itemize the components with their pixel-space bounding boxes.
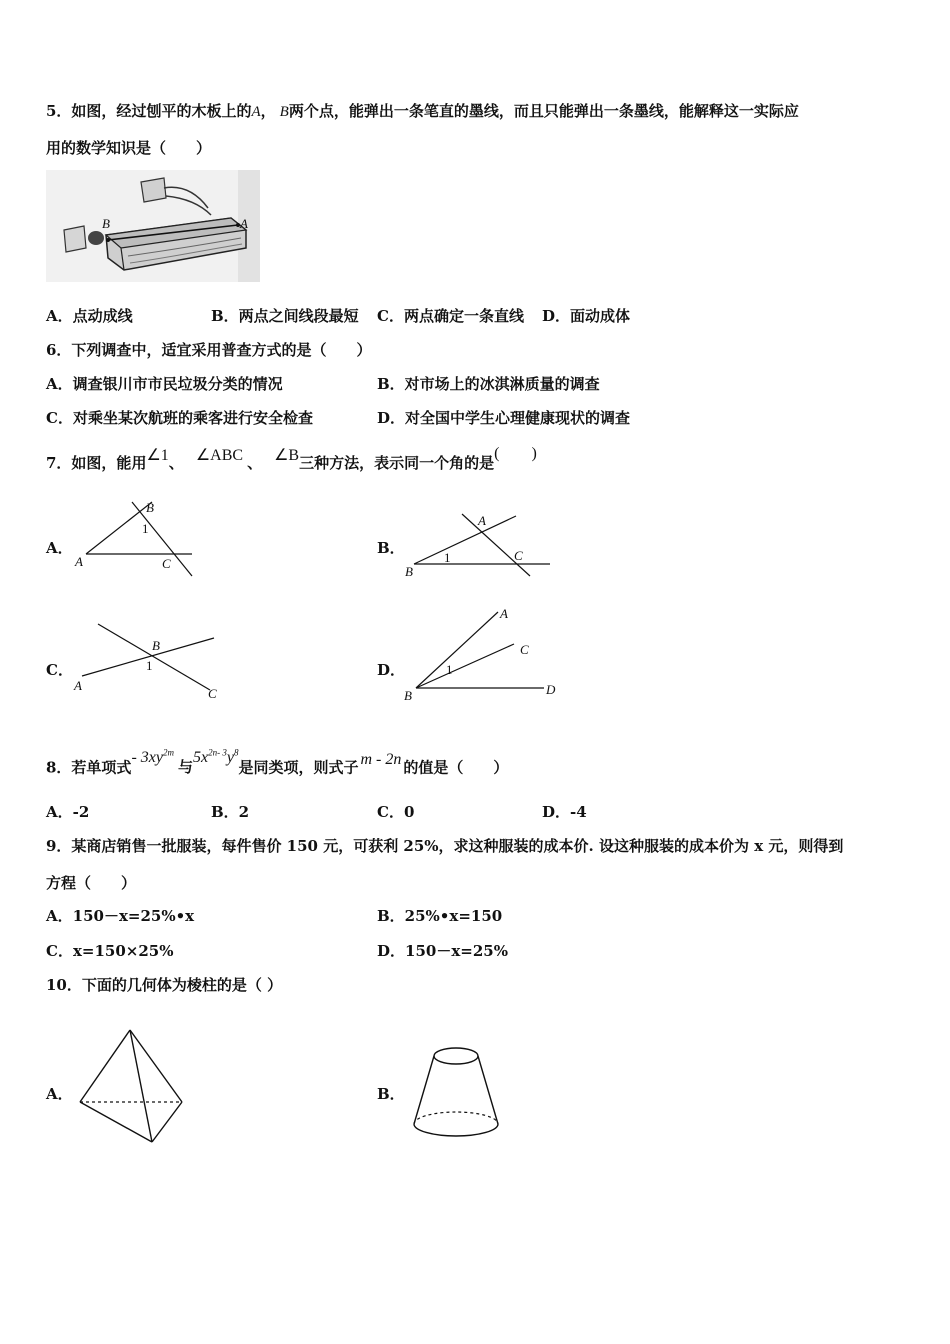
- q9-stem-line2: 方程（ ）: [46, 874, 137, 892]
- q5-text-post: 两个点，能弹出一条笔直的墨线，而且只能弹出一条墨线，能解释这一实际应: [288, 102, 799, 120]
- q8-term1-exp: 2m: [162, 748, 174, 758]
- q6-option-d[interactable]: D．对全国中学生心理健康现状的调查: [377, 409, 631, 427]
- q7a-label-c: C: [162, 556, 171, 571]
- q5-comma: ，: [260, 102, 276, 120]
- q5-option-c[interactable]: C．两点确定一条直线: [377, 307, 524, 325]
- q5-stem-line1: [46, 104, 799, 120]
- q8-expr: m - 2n: [360, 751, 402, 769]
- q6-option-b[interactable]: B．对市场上的冰淇淋质量的调查: [377, 375, 600, 393]
- q6-option-a[interactable]: A．调查银川市市民垃圾分类的情况: [46, 375, 283, 393]
- q5-img-label-b: B: [102, 216, 110, 231]
- q10-option-b[interactable]: B．: [377, 1085, 405, 1103]
- q5-option-b[interactable]: B．两点之间线段最短: [211, 307, 359, 325]
- q5-option-d[interactable]: D．面动成体: [542, 307, 631, 325]
- q8-term2-y: y: [226, 749, 234, 767]
- q7a-label-a: A: [75, 554, 83, 569]
- q7-paren: ( ): [494, 445, 537, 462]
- q7-angle-b: ∠B: [274, 447, 300, 464]
- q8-option-c[interactable]: C．0: [377, 803, 415, 821]
- q5-stem-line2: 用的数学知识是（ ）: [46, 139, 212, 157]
- q7-figure-b[interactable]: [402, 510, 552, 580]
- q7b-label-c: C: [514, 548, 523, 563]
- q7d-label-a: A: [500, 606, 508, 621]
- q6-stem: 6．下列调查中，适宜采用普查方式的是（ ）: [46, 341, 372, 359]
- q8-option-d[interactable]: D．-4: [542, 803, 587, 821]
- q7b-label-b: B: [405, 564, 413, 579]
- q7-angle-abc: ∠ABC: [195, 447, 244, 464]
- q7-option-d[interactable]: D．: [377, 661, 406, 679]
- q10-stem: 10．下面的几何体为棱柱的是（ ）: [46, 976, 283, 994]
- q8-text-post: 的值是（ ）: [403, 758, 509, 777]
- q8-option-a[interactable]: A．-2: [46, 803, 90, 821]
- q7b-label-1: 1: [444, 550, 451, 565]
- q5-img-label-a: A: [240, 216, 248, 231]
- q7-option-a[interactable]: A．: [46, 539, 73, 557]
- q7-text-post: 三种方法，表示同一个角的是: [299, 454, 495, 472]
- q8-option-b[interactable]: B．2: [211, 803, 250, 821]
- q7b-label-a: A: [478, 513, 486, 528]
- q8-term2: [193, 749, 238, 766]
- q7d-label-b: B: [404, 688, 412, 703]
- q5-point-b: B: [279, 104, 289, 120]
- q7c-label-a: A: [74, 678, 82, 693]
- q8-text-with: 与: [177, 758, 193, 777]
- q6-option-c[interactable]: C．对乘坐某次航班的乘客进行安全检查: [46, 409, 313, 427]
- q7-sep-1: 、: [168, 454, 184, 472]
- q8-term1: [131, 749, 174, 766]
- q10-tetrahedron-figure[interactable]: [76, 1026, 186, 1146]
- q7-option-c[interactable]: C．: [46, 661, 73, 679]
- q8-stem: [46, 748, 509, 777]
- q9-option-c[interactable]: C．x=150×25%: [46, 942, 174, 960]
- q9-option-b[interactable]: B．25%•x=150: [377, 907, 503, 925]
- q7-figure-d[interactable]: [402, 604, 566, 704]
- q5-woodboard-image: [46, 170, 260, 282]
- q8-text-mid: 是同类项，则式子: [238, 758, 359, 777]
- q9-option-d[interactable]: D．150－x=25%: [377, 942, 508, 960]
- q7-stem: [46, 445, 537, 472]
- q7c-label-1: 1: [146, 658, 153, 673]
- q10-frustum-figure[interactable]: [408, 1046, 504, 1142]
- q7d-label-d: D: [546, 682, 556, 697]
- q7a-label-b: B: [146, 500, 154, 515]
- q7d-label-1: 1: [446, 662, 453, 677]
- q8-term2-exp: 2n- 3: [208, 748, 227, 758]
- q9-stem-line1: 9．某商店销售一批服装，每件售价 150 元，可获利 25%，求这种服装的成本价. 设这种服装的成本价为 x 元，则得到: [46, 837, 844, 855]
- q8-term2-yexp: 8: [233, 748, 239, 758]
- q5-option-a[interactable]: A．点动成线: [46, 307, 133, 325]
- q8-text-pre: 8．若单项式: [46, 758, 132, 777]
- q7-angle-1: ∠1: [146, 447, 169, 464]
- q8-term2-base: 5x: [193, 749, 209, 767]
- q10-option-a[interactable]: A．: [46, 1085, 73, 1103]
- q7a-label-1: 1: [142, 521, 149, 536]
- q7c-label-b: B: [152, 638, 160, 653]
- q7-figure-a[interactable]: [72, 498, 202, 576]
- q5-text-pre: 5．如图，经过刨平的木板上的: [46, 102, 252, 120]
- q5-point-a: A: [251, 104, 261, 120]
- q7c-label-c: C: [208, 686, 217, 701]
- q7-sep-2: 、: [247, 454, 263, 472]
- q7-text-pre: 7．如图，能用: [46, 454, 147, 472]
- q8-term1-base: - 3xy: [131, 749, 163, 767]
- q7d-label-c: C: [520, 642, 529, 657]
- q7-option-b[interactable]: B．: [377, 539, 405, 557]
- q9-option-a[interactable]: A．150－x=25%•x: [46, 907, 195, 925]
- q7-figure-c[interactable]: [72, 620, 222, 704]
